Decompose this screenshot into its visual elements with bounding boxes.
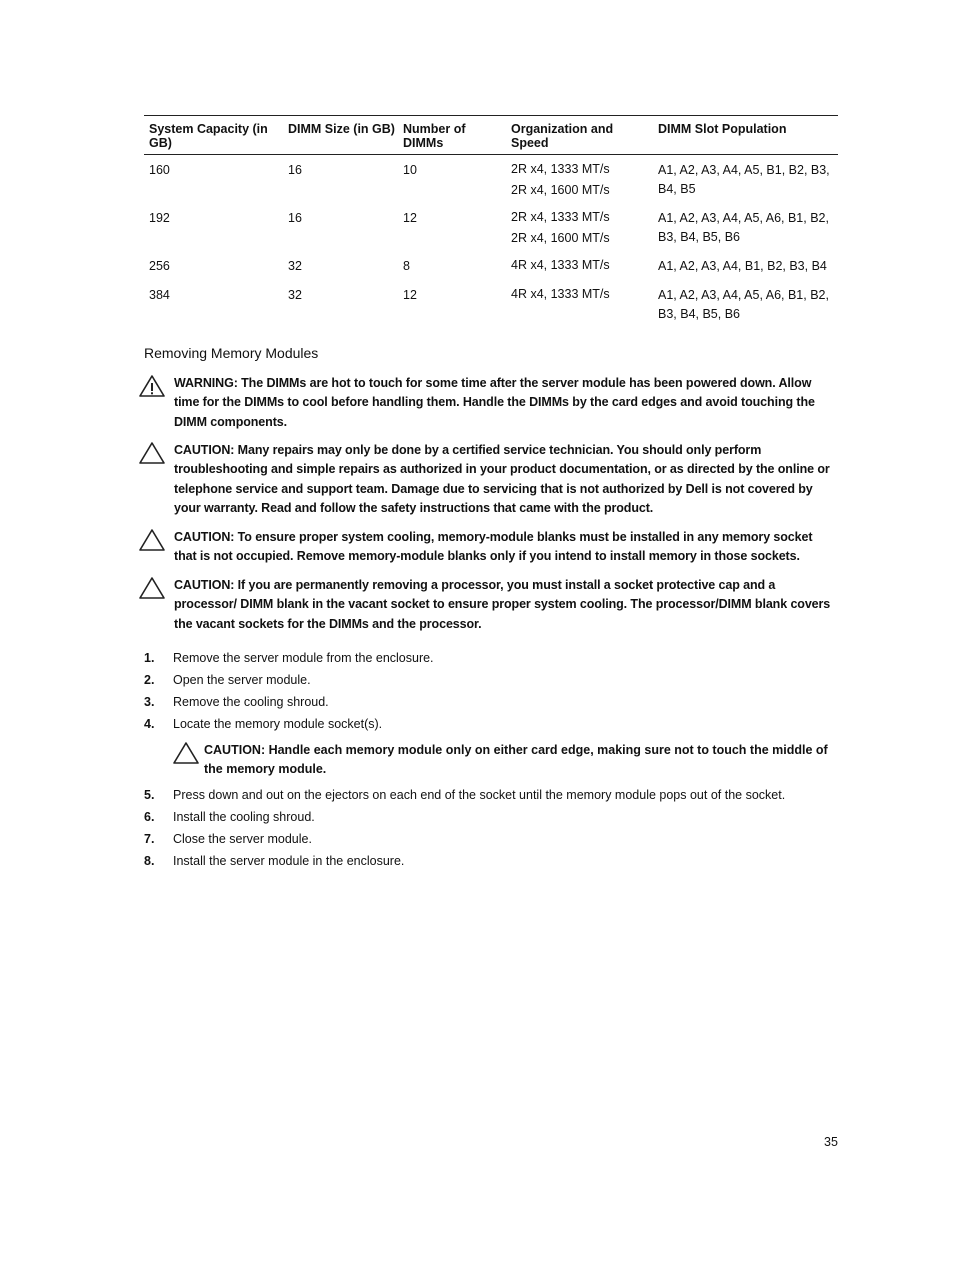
page-number: 35 xyxy=(824,1135,838,1149)
organization-line: 4R x4, 1333 MT/s xyxy=(511,258,610,272)
caution-note xyxy=(138,441,838,519)
step-text: Install the server module in the enclosure. xyxy=(173,853,405,868)
table-header-cell: DIMM Size (in GB) xyxy=(288,122,395,136)
caution-icon xyxy=(138,528,174,567)
list-item xyxy=(144,647,844,669)
step-number: 8. xyxy=(144,853,155,868)
step4-caution-note xyxy=(172,741,844,780)
list-item xyxy=(144,850,844,872)
organization-cell xyxy=(506,284,653,332)
organization-cell xyxy=(506,255,653,284)
step-number: 1. xyxy=(144,651,155,665)
memory-configuration-table xyxy=(144,115,838,332)
step-text: Remove the server module from the enclosure. xyxy=(173,651,434,665)
slot-population-cell: A1, A2, A3, A4, B1, B2, B3, B4 xyxy=(658,259,827,273)
organization-cell xyxy=(506,207,653,255)
organization-line: 4R x4, 1333 MT/s xyxy=(511,287,610,301)
dimm-size-cell: 32 xyxy=(288,259,302,273)
note-text: CAUTION: Handle each memory module only on either card edge, making sure not to touch the middle of the memory module. xyxy=(204,743,828,777)
table-row xyxy=(144,207,838,255)
dimm-size-cell: 16 xyxy=(288,211,302,225)
dimm-count-cell: 8 xyxy=(403,259,410,273)
caution-icon xyxy=(138,441,174,519)
step-text: Press down and out on the ejectors on each end of the socket until the memory module pops out of the socket. xyxy=(173,787,786,802)
step-number: 3. xyxy=(144,695,155,709)
caution-icon xyxy=(138,576,174,634)
step-text: Remove the cooling shroud. xyxy=(173,695,329,709)
slot-population-cell: A1, A2, A3, A4, A5, A6, B1, B2, B3, B4, B5, B6 xyxy=(658,288,829,321)
capacity-cell: 384 xyxy=(149,288,170,302)
note-text: WARNING: The DIMMs are hot to touch for some time after the server module has been powered down. Allow time for the DIMMs to cool before handling them. Handle the DIMMs by the card edges and avoid touching the DIMM components. xyxy=(174,376,815,429)
dimm-size-cell: 16 xyxy=(288,163,302,177)
list-item xyxy=(144,784,844,806)
organization-line: 2R x4, 1600 MT/s xyxy=(511,231,610,245)
caution-icon xyxy=(172,741,204,780)
table-header-cell: Organization and Speed xyxy=(511,122,614,150)
capacity-cell: 192 xyxy=(149,211,170,225)
list-item xyxy=(144,669,844,691)
list-item xyxy=(144,828,844,850)
capacity-cell: 256 xyxy=(149,259,170,273)
table-header-cell: Number of DIMMs xyxy=(403,122,466,150)
dimm-size-cell: 32 xyxy=(288,288,302,302)
table-row xyxy=(144,159,838,207)
organization-line: 2R x4, 1333 MT/s xyxy=(511,210,610,224)
list-item xyxy=(144,806,844,828)
step-number: 5. xyxy=(144,787,155,802)
section-title: Removing Memory Modules xyxy=(144,345,319,361)
step-number: 6. xyxy=(144,809,155,824)
organization-cell xyxy=(506,159,653,207)
dimm-count-cell: 12 xyxy=(403,288,417,302)
list-item xyxy=(144,713,844,735)
caution-note xyxy=(138,528,838,567)
step-text: Open the server module. xyxy=(173,673,311,687)
note-text: CAUTION: If you are permanently removing a processor, you must install a socket protective cap and a processor/ DIMM blank in the vacant socket to ensure proper system cooling. The processor/DIMM blank covers the vacant sockets for the DIMMs and the processor. xyxy=(174,578,831,631)
dimm-count-cell: 10 xyxy=(403,163,417,177)
slot-population-cell: A1, A2, A3, A4, A5, B1, B2, B3, B4, B5 xyxy=(658,163,830,196)
note-text: CAUTION: Many repairs may only be done by a certified service technician. You should only perform troubleshooting and simple repairs as authorized in your product documentation, or as directed by the online or telephone service and support team. Damage due to servicing that is not authorized by Dell is not covered by your warranty. Read and follow the safety instructions that came with the product. xyxy=(174,443,830,516)
note-text: CAUTION: To ensure proper system cooling, memory-module blanks must be installed in any memory socket that is not occupied. Remove memory-module blanks only if you intend to install memory in those sockets. xyxy=(174,530,813,564)
table-header-cell: DIMM Slot Population xyxy=(658,122,787,136)
warning-icon xyxy=(138,374,174,432)
table-row xyxy=(144,255,838,284)
warning-note xyxy=(138,374,838,432)
table-row xyxy=(144,284,838,332)
step-text: Locate the memory module socket(s). xyxy=(173,717,383,731)
capacity-cell: 160 xyxy=(149,163,170,177)
step-number: 7. xyxy=(144,831,155,846)
caution-note xyxy=(138,576,838,634)
dimm-count-cell: 12 xyxy=(403,211,417,225)
procedure-steps xyxy=(144,647,844,872)
organization-line: 2R x4, 1333 MT/s xyxy=(511,162,610,176)
organization-line: 2R x4, 1600 MT/s xyxy=(511,183,610,197)
step-text: Install the cooling shroud. xyxy=(173,809,315,824)
step-number: 2. xyxy=(144,673,155,687)
slot-population-cell: A1, A2, A3, A4, A5, A6, B1, B2, B3, B4, B5, B6 xyxy=(658,211,829,244)
table-header-cell: System Capacity (in GB) xyxy=(149,122,268,150)
step-text: Close the server module. xyxy=(173,831,312,846)
list-item xyxy=(144,691,844,713)
table-header-row xyxy=(144,115,838,155)
step-number: 4. xyxy=(144,717,155,731)
